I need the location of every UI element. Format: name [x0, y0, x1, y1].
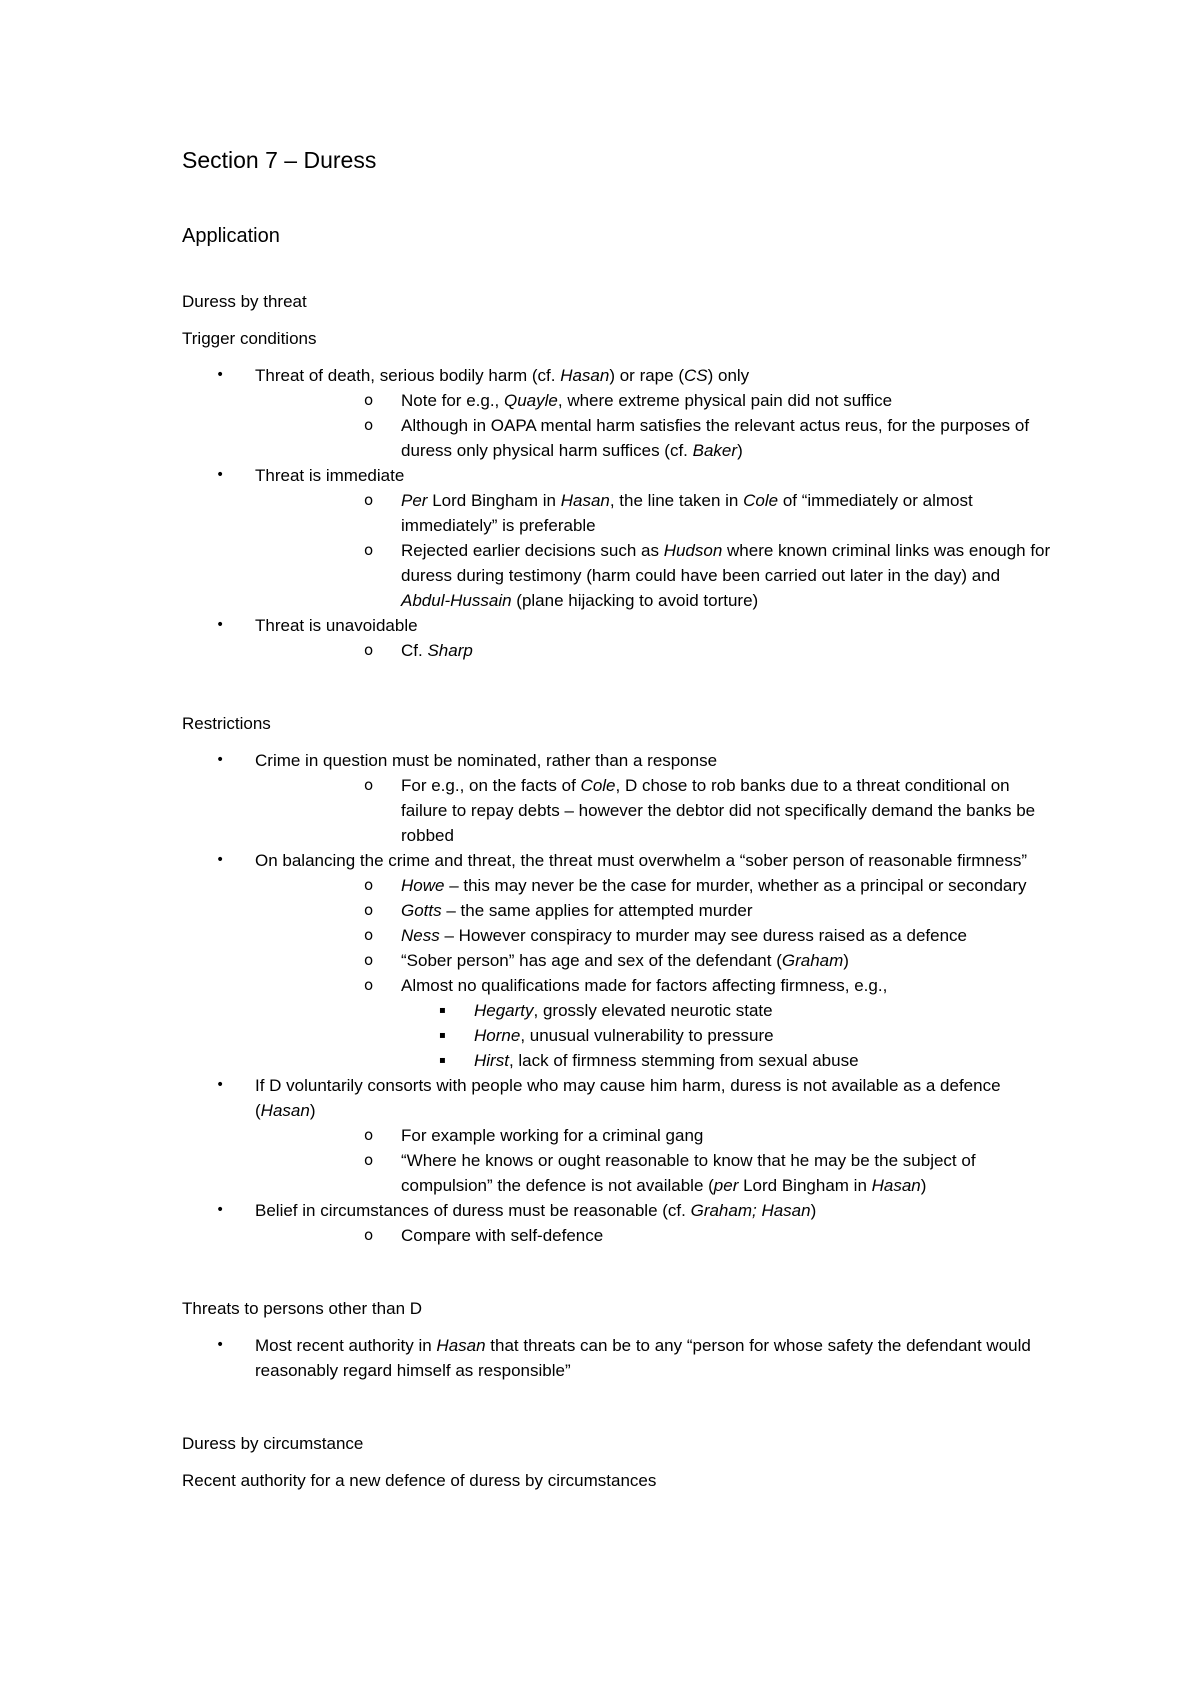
threats-to-others-list	[182, 1333, 1052, 1383]
list-item: o Per Lord Bingham in Hasan, the line taken in Cole of “immediately or almost immediately” is preferable	[328, 488, 1052, 538]
list-item: • On balancing the crime and threat, the threat must overwhelm a “sober person of reasonable firmness” o Howe – this may never be the case for murder, whether as a principal or secondary o Gotts – the same applies for attempted murder o Ness – However conspiracy to murder may see duress raised as a defence o “Sober person” has age and sex of the defendant (Graham) o Almost no qualifications made for factors affecting firmness, e.g., ▪ Hegarty, grossly elevated neurotic state ▪ Horne, unusual vulnerability to pressure ▪ Hirst, lack of firmness stemming from sexual abuse	[182, 848, 1052, 1073]
list-item: o Cf. Sharp	[328, 638, 1052, 663]
heading-duress-by-circumstance: Duress by circumstance	[182, 1434, 364, 1453]
list-item: • If D voluntarily consorts with people who may cause him harm, duress is not available as a defence (Hasan) o For example working for a criminal gang o “Where he knows or ought reasonable to know that he may be the subject of compulsion” the defence is not available (per Lord Bingham in Hasan)	[182, 1073, 1052, 1198]
bullet-circle-icon: o	[364, 391, 374, 409]
bullet-square-icon: ▪	[439, 1055, 446, 1066]
bullet-dot-icon: •	[216, 367, 225, 383]
bullet-dot-icon: •	[216, 852, 225, 868]
restrictions-list	[182, 748, 1052, 1248]
list-item: o Note for e.g., Quayle, where extreme physical pain did not suffice	[328, 388, 1052, 413]
page-title: Section 7 – Duress	[182, 147, 377, 173]
bullet-circle-icon: o	[364, 416, 374, 434]
bullet-dot-icon: •	[216, 752, 225, 768]
sub-list	[255, 488, 1052, 613]
list-item: o Although in OAPA mental harm satisfies the relevant actus reus, for the purposes of duress only physical harm suffices (cf. Baker)	[328, 413, 1052, 463]
section-heading-application: Application	[182, 225, 280, 247]
list-item: o Ness – However conspiracy to murder may see duress raised as a defence	[328, 923, 1052, 948]
bullet-circle-icon: o	[364, 901, 374, 919]
sub-list	[255, 773, 1052, 848]
heading-duress-by-threat: Duress by threat	[182, 292, 307, 311]
sub-list	[255, 873, 1052, 1073]
list-item: ▪ Horne, unusual vulnerability to pressure	[401, 1023, 1052, 1048]
sub-list	[255, 1123, 1052, 1198]
list-item: o Gotts – the same applies for attempted murder	[328, 898, 1052, 923]
sub-list	[255, 1223, 1052, 1248]
bullet-circle-icon: o	[364, 1226, 374, 1244]
document-content	[182, 143, 1052, 1493]
bullet-circle-icon: o	[364, 1151, 374, 1169]
bullet-dot-icon: •	[216, 617, 225, 633]
bullet-circle-icon: o	[364, 641, 374, 659]
bullet-dot-icon: •	[216, 1202, 225, 1218]
bullet-circle-icon: o	[364, 1126, 374, 1144]
bullet-square-icon: ▪	[439, 1005, 446, 1016]
bullet-circle-icon: o	[364, 541, 374, 559]
bullet-circle-icon: o	[364, 876, 374, 894]
list-item: o For e.g., on the facts of Cole, D chose to rob banks due to a threat conditional on failure to repay debts – however the debtor did not specifically demand the banks be robbed	[328, 773, 1052, 848]
list-item: ▪ Hirst, lack of firmness stemming from sexual abuse	[401, 1048, 1052, 1073]
sub-list	[255, 638, 1052, 663]
list-item: ▪ Hegarty, grossly elevated neurotic state	[401, 998, 1052, 1023]
list-item: o “Sober person” has age and sex of the defendant (Graham)	[328, 948, 1052, 973]
bullet-circle-icon: o	[364, 926, 374, 944]
bullet-circle-icon: o	[364, 951, 374, 969]
sub-list	[255, 388, 1052, 463]
list-item: o “Where he knows or ought reasonable to know that he may be the subject of compulsion” the defence is not available (per Lord Bingham in Hasan)	[328, 1148, 1052, 1198]
list-item: • Crime in question must be nominated, rather than a response o For e.g., on the facts of Cole, D chose to rob banks due to a threat conditional on failure to repay debts – however the debtor did not specifically demand the banks be robbed	[182, 748, 1052, 848]
bullet-circle-icon: o	[364, 976, 374, 994]
list-item: • Threat is unavoidable o Cf. Sharp	[182, 613, 1052, 663]
trigger-conditions-list	[182, 363, 1052, 663]
list-item: o Almost no qualifications made for factors affecting firmness, e.g., ▪ Hegarty, grossly elevated neurotic state ▪ Horne, unusual vulnerability to pressure ▪ Hirst, lack of firmness stemming from sexual abuse	[328, 973, 1052, 1073]
heading-restrictions: Restrictions	[182, 714, 271, 733]
list-item: o Rejected earlier decisions such as Hudson where known criminal links was enough for duress during testimony (harm could have been carried out later in the day) and Abdul-Hussain (plane hijacking to avoid torture)	[328, 538, 1052, 613]
list-item: o Compare with self-defence	[328, 1223, 1052, 1248]
list-item: • Threat of death, serious bodily harm (cf. Hasan) or rape (CS) only o Note for e.g., Quayle, where extreme physical pain did not suffice o Although in OAPA mental harm satisfies the relevant actus reus, for the purposes of duress only physical harm suffices (cf. Baker)	[182, 363, 1052, 463]
list-item: o Howe – this may never be the case for murder, whether as a principal or secondary	[328, 873, 1052, 898]
sub-sub-list	[401, 998, 1052, 1073]
list-item: • Belief in circumstances of duress must be reasonable (cf. Graham; Hasan) o Compare with self-defence	[182, 1198, 1052, 1248]
bullet-dot-icon: •	[216, 1077, 225, 1093]
circumstance-text: Recent authority for a new defence of duress by circumstances	[182, 1471, 657, 1490]
list-item: • Most recent authority in Hasan that threats can be to any “person for whose safety the defendant would reasonably regard himself as responsible”	[182, 1333, 1052, 1383]
heading-trigger-conditions: Trigger conditions	[182, 329, 317, 348]
list-item: o For example working for a criminal gang	[328, 1123, 1052, 1148]
list-item: • Threat is immediate o Per Lord Bingham in Hasan, the line taken in Cole of “immediately or almost immediately” is preferable o Rejected earlier decisions such as Hudson where known criminal links was enough for duress during testimony (harm could have been carried out later in the day) and Abdul-Hussain (plane hijacking to avoid torture)	[182, 463, 1052, 613]
bullet-square-icon: ▪	[439, 1030, 446, 1041]
heading-threats-to-others: Threats to persons other than D	[182, 1299, 423, 1318]
bullet-circle-icon: o	[364, 776, 374, 794]
bullet-dot-icon: •	[216, 1337, 225, 1353]
bullet-circle-icon: o	[364, 491, 374, 509]
bullet-dot-icon: •	[216, 467, 225, 483]
